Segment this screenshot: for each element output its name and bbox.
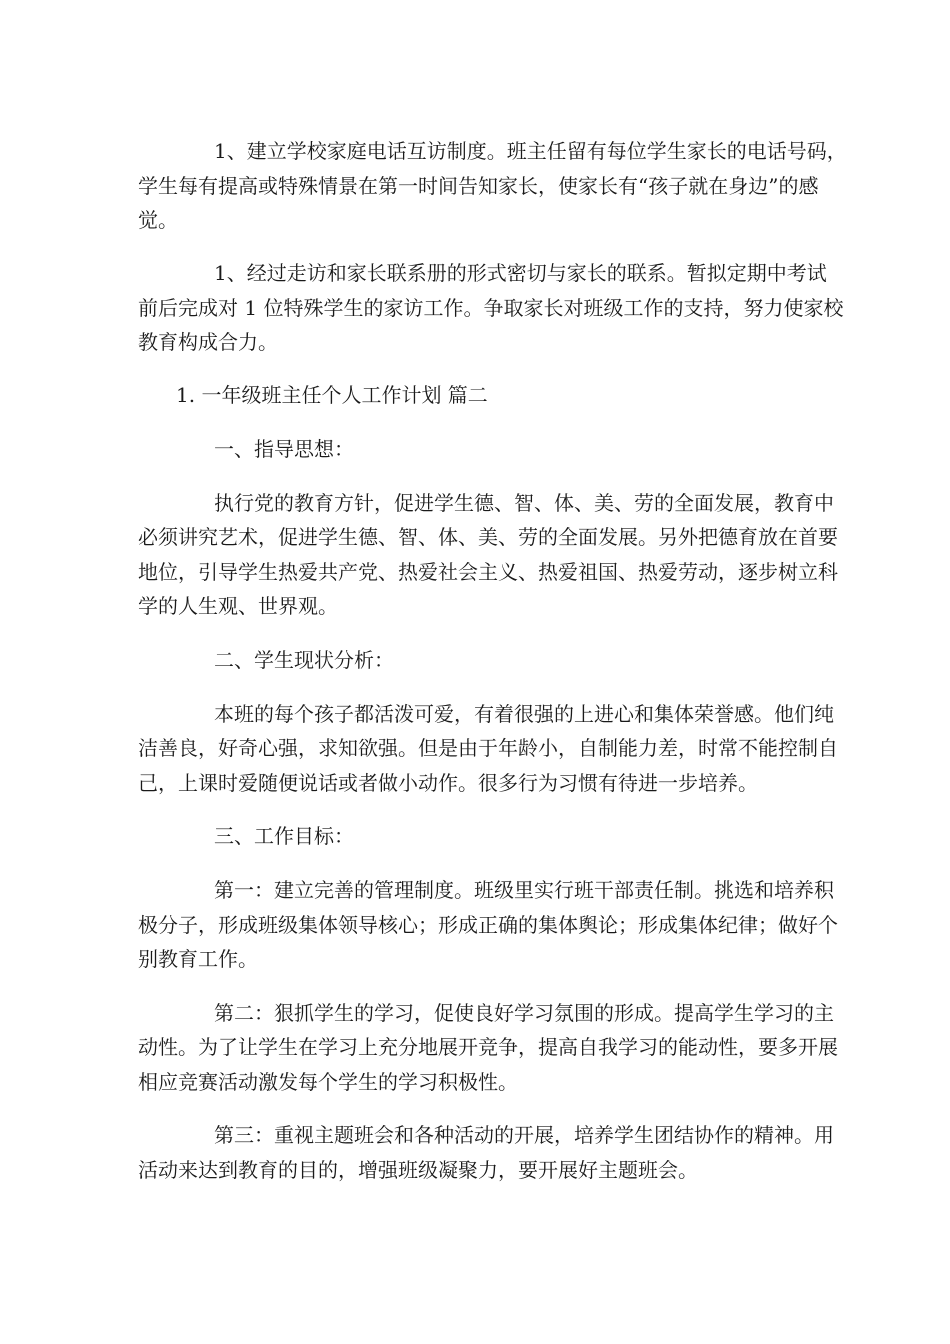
heading-student-analysis: 二、学生现状分析： (214, 648, 394, 672)
paragraph-4-line-1: 本班的每个孩子都活泼可爱，有着很强的上进心和集体荣誉感。他们纯 (214, 702, 834, 726)
paragraph-6-line-3: 相应竞赛活动激发每个学生的学习积极性。 (138, 1070, 518, 1094)
paragraph-4-line-3: 己，上课时爱随便说话或者做小动作。很多行为习惯有待进一步培养。 (138, 771, 758, 795)
paragraph-2-line-3: 教育构成合力。 (138, 330, 278, 354)
section-title: 1. 一年级班主任个人工作计划 篇二 (176, 383, 488, 407)
paragraph-1-line-3: 觉。 (138, 208, 178, 232)
paragraph-6-line-2: 动性。为了让学生在学习上充分地展开竞争，提高自我学习的能动性，要多开展 (138, 1035, 838, 1059)
paragraph-5-line-2: 极分子，形成班级集体领导核心；形成正确的集体舆论；形成集体纪律；做好个 (138, 913, 838, 937)
paragraph-3-line-3: 地位，引导学生热爱共产党、热爱社会主义、热爱祖国、热爱劳动，逐步树立科 (138, 560, 838, 584)
paragraph-2-line-2: 前后完成对 1 位特殊学生的家访工作。争取家长对班级工作的支持，努力使家校 (138, 296, 844, 320)
paragraph-3-line-1: 执行党的教育方针，促进学生德、智、体、美、劳的全面发展，教育中 (214, 491, 834, 515)
paragraph-2-line-1: 1、经过走访和家长联系册的形式密切与家长的联系。暂拟定期中考试 (214, 261, 827, 285)
paragraph-1-line-2: 学生每有提高或特殊情景在第一时间告知家长，使家长有“孩子就在身边”的感 (138, 174, 819, 198)
paragraph-1-line-1: 1、建立学校家庭电话互访制度。班主任留有每位学生家长的电话号码， (214, 139, 847, 163)
paragraph-7-line-2: 活动来达到教育的目的，增强班级凝聚力，要开展好主题班会。 (138, 1158, 698, 1182)
paragraph-5-line-3: 别教育工作。 (138, 947, 258, 971)
paragraph-6-line-1: 第二：狠抓学生的学习，促使良好学习氛围的形成。提高学生学习的主 (214, 1001, 834, 1025)
paragraph-7-line-1: 第三：重视主题班会和各种活动的开展，培养学生团结协作的精神。用 (214, 1123, 834, 1147)
paragraph-3-line-2: 必须讲究艺术，促进学生德、智、体、美、劳的全面发展。另外把德育放在首要 (138, 525, 838, 549)
heading-guiding-ideology: 一、指导思想： (214, 437, 354, 461)
heading-work-goals: 三、工作目标： (214, 824, 354, 848)
paragraph-4-line-2: 洁善良，好奇心强，求知欲强。但是由于年龄小，自制能力差，时常不能控制自 (138, 736, 838, 760)
paragraph-3-line-4: 学的人生观、世界观。 (138, 594, 338, 618)
paragraph-5-line-1: 第一：建立完善的管理制度。班级里实行班干部责任制。挑选和培养积 (214, 878, 834, 902)
